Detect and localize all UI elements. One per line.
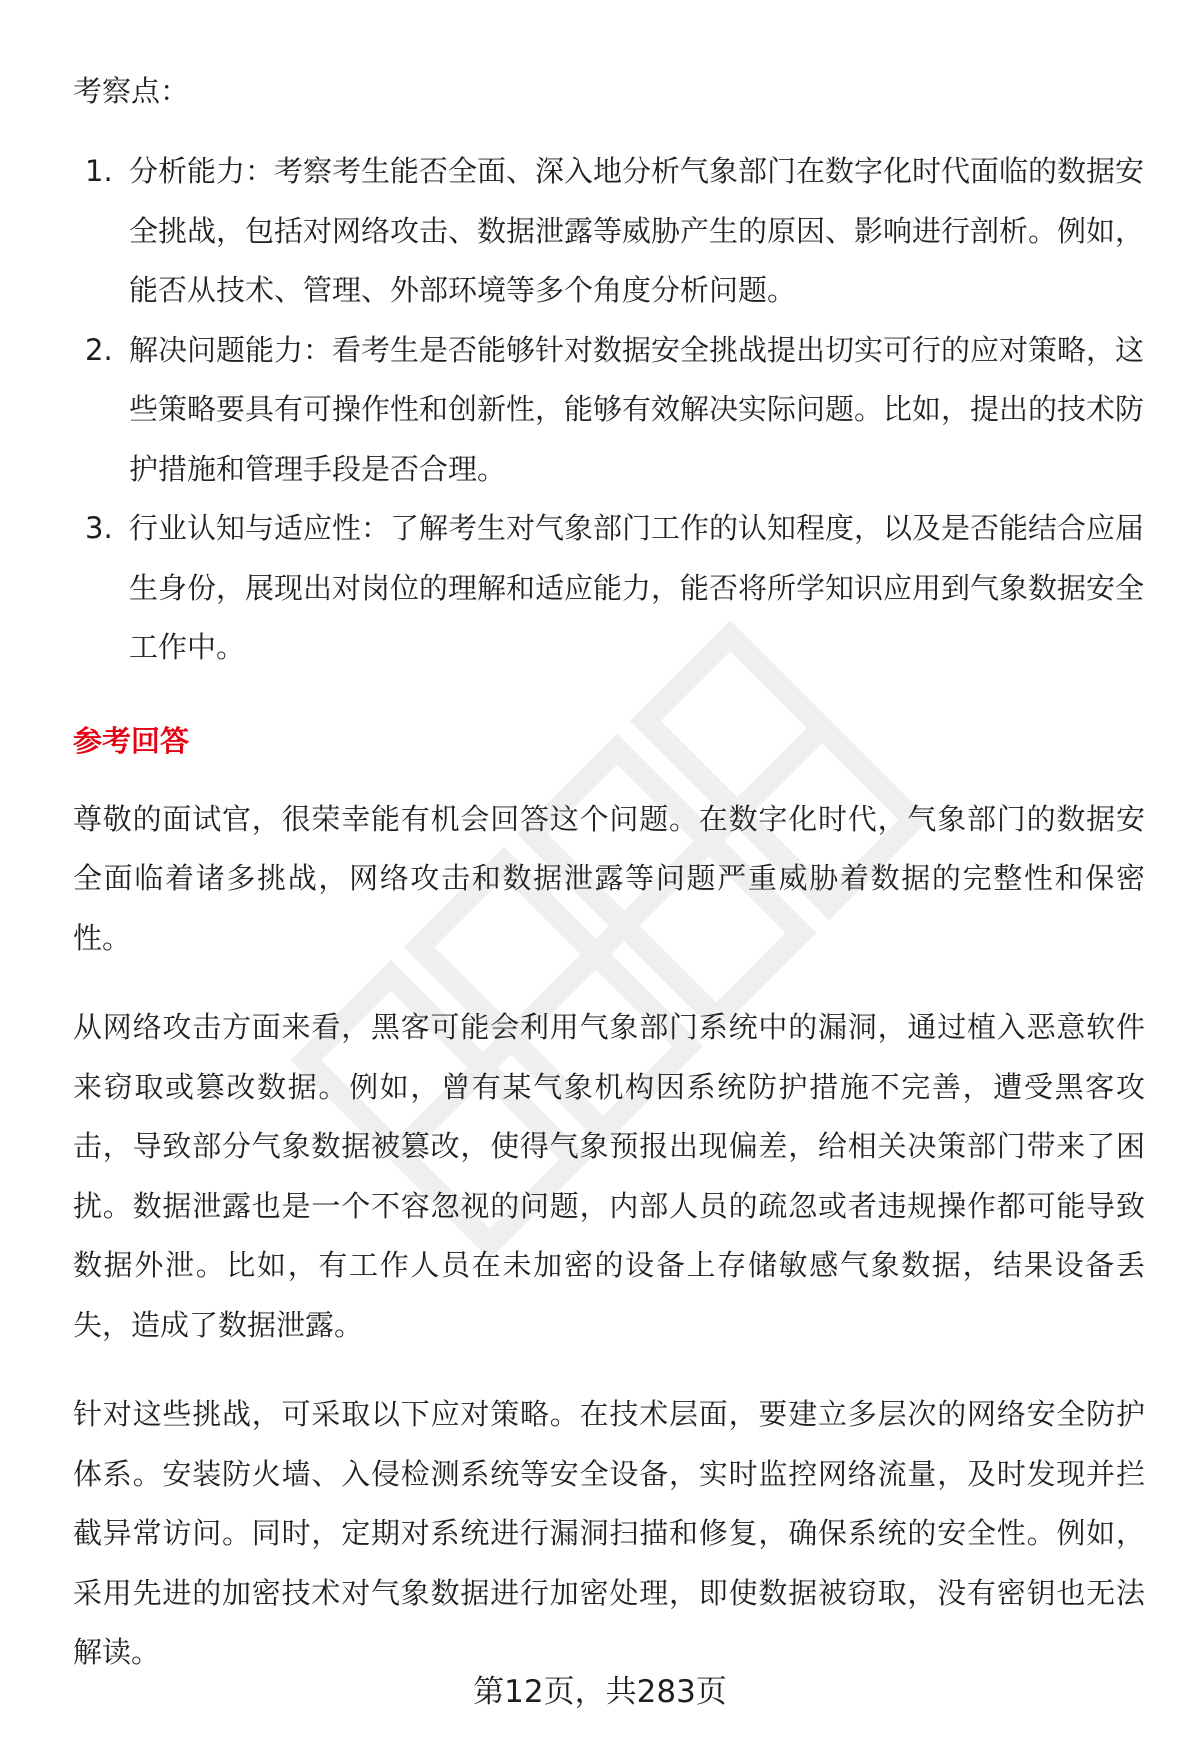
answer-paragraph: 从网络攻击方面来看，黑客可能会利用气象部门系统中的漏洞，通过植入恶意软件来窃取或篡改数据。例如，曾有某气象机构因系统防护措施不完善，遭受黑客攻击，导致部分气象数据被篡改，使得气象预报出现偏差，给相关决策部门带来了困扰。数据泄露也是一个不容忽视的问题，内部人员的疏忽或者违规操作都可能导致数据外泄。比如，有工作人员在未加密的设备上存储敏感气象数据，结果设备丢失，造成了数据泄露。 [73, 1010, 1145, 1342]
assessment-points-list [73, 142, 1145, 678]
list-number: 2. [85, 332, 113, 367]
list-item [73, 321, 1145, 500]
answer-heading: 参考回答 [73, 723, 190, 758]
list-number: 1. [85, 154, 113, 188]
list-item [73, 142, 1145, 321]
answer-paragraph: 尊敬的面试官，很荣幸能有机会回答这个问题。在数字化时代，气象部门的数据安全面临着诸多挑战，网络攻击和数据泄露等问题严重威胁着数据的完整性和保密性。 [73, 801, 1145, 955]
page-footer: 第12页，共283页 [473, 1674, 727, 1710]
content-area [73, 62, 1145, 1683]
list-item-text: 行业认知与适应性：了解考生对气象部门工作的认知程度，以及是否能结合应届生身份，展现出对岗位的理解和适应能力，能否将所学知识应用到气象数据安全工作中。 [129, 511, 1145, 664]
list-item-text: 分析能力：考察考生能否全面、深入地分析气象部门在数字化时代面临的数据安全挑战，包括对网络攻击、数据泄露等威胁产生的原因、影响进行剖析。例如，能否从技术、管理、外部环境等多个角度分析问题。 [129, 154, 1145, 307]
list-item-text: 解决问题能力：看考生是否能够针对数据安全挑战提出切实可行的应对策略，这些策略要具有可操作性和创新性，能够有效解决实际问题。比如，提出的技术防护措施和管理手段是否合理。 [129, 332, 1145, 486]
list-item [73, 499, 1145, 678]
section-label: 考察点： [73, 74, 190, 108]
answer-paragraph: 针对这些挑战，可采取以下应对策略。在技术层面，要建立多层次的网络安全防护体系。安装防火墙、入侵检测系统等安全设备，实时监控网络流量，及时发现并拦截异常访问。同时，定期对系统进行漏洞扫描和修复，确保系统的安全性。例如，采用先进的加密技术对气象数据进行加密处理，即使数据被窃取，没有密钥也无法解读。 [73, 1397, 1145, 1669]
list-number: 3. [85, 511, 113, 545]
